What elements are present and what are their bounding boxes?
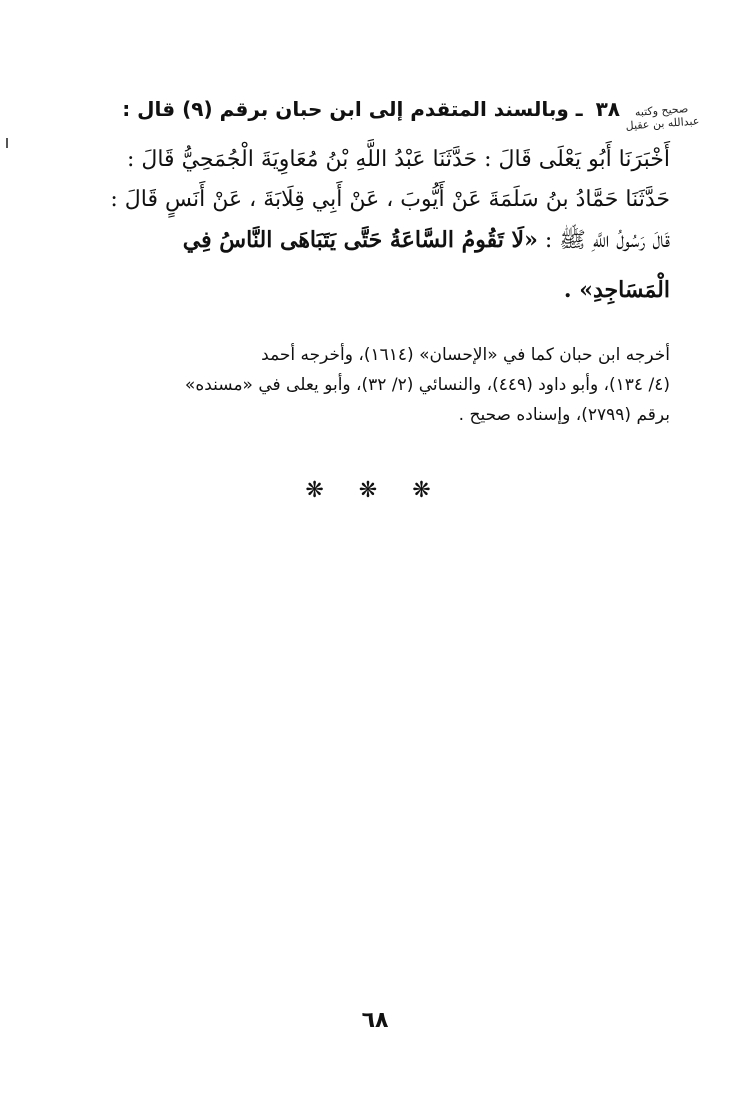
- scan-edge-mark: [6, 138, 8, 148]
- hadith-heading-text: ـ وبالسند المتقدم إلى ابن حبان برقم (٩) قال :: [122, 97, 583, 121]
- margin-note-line-2: عبدالله بن عقيل: [625, 114, 700, 133]
- isnad-line-1: أَخْبَرَنَا أَبُو يَعْلَى قَالَ : حَدَّثَنَا عَبْدُ اللَّهِ بْنُ مُعَاوِيَةَ الْجُمَحِيُّ قَالَ :: [126, 147, 670, 172]
- prophet-intro: قَالَ رَسُولُ اللَّهِ ﷺ :: [544, 228, 670, 253]
- section-separator: ❋ ❋ ❋: [305, 478, 445, 503]
- hadith-text: [78, 140, 670, 310]
- takhrij-line-2: (٤/ ١٣٤)، وأبو داود (٤٤٩)، والنسائي (٢/ ٣٢)، وأبو يعلى في «مسنده»: [184, 375, 670, 395]
- margin-note-line-1: صحيح وكتبه: [634, 102, 689, 119]
- hadith-quote-start: «لَا تَقُومُ السَّاعَةُ حَتَّى يَتَبَاهَى النَّاسُ فِي: [182, 227, 538, 253]
- isnad-line-2: حَدَّثَنَا حَمَّادُ بنُ سَلَمَةَ عَنْ أَيُّوبَ ، عَنْ أَبِي قِلَابَةَ ، عَنْ أَنَسٍ قَالَ :: [110, 187, 670, 212]
- hadith-number: ٣٨: [595, 97, 620, 121]
- hadith-quote-end: الْمَسَاجِدِ» .: [563, 277, 670, 303]
- quote-line-1: [78, 220, 670, 260]
- handwritten-margin-note: [623, 101, 701, 132]
- hadith-heading: [122, 94, 620, 124]
- takhrij-footnote: [78, 340, 670, 430]
- takhrij-line-1: أخرجه ابن حبان كما في «الإحسان» (١٦١٤)، وأخرجه أحمد: [261, 345, 670, 365]
- takhrij-line-3: برقم (٢٧٩٩)، وإسناده صحيح .: [458, 405, 670, 425]
- page-number: ٦٨: [361, 1008, 389, 1033]
